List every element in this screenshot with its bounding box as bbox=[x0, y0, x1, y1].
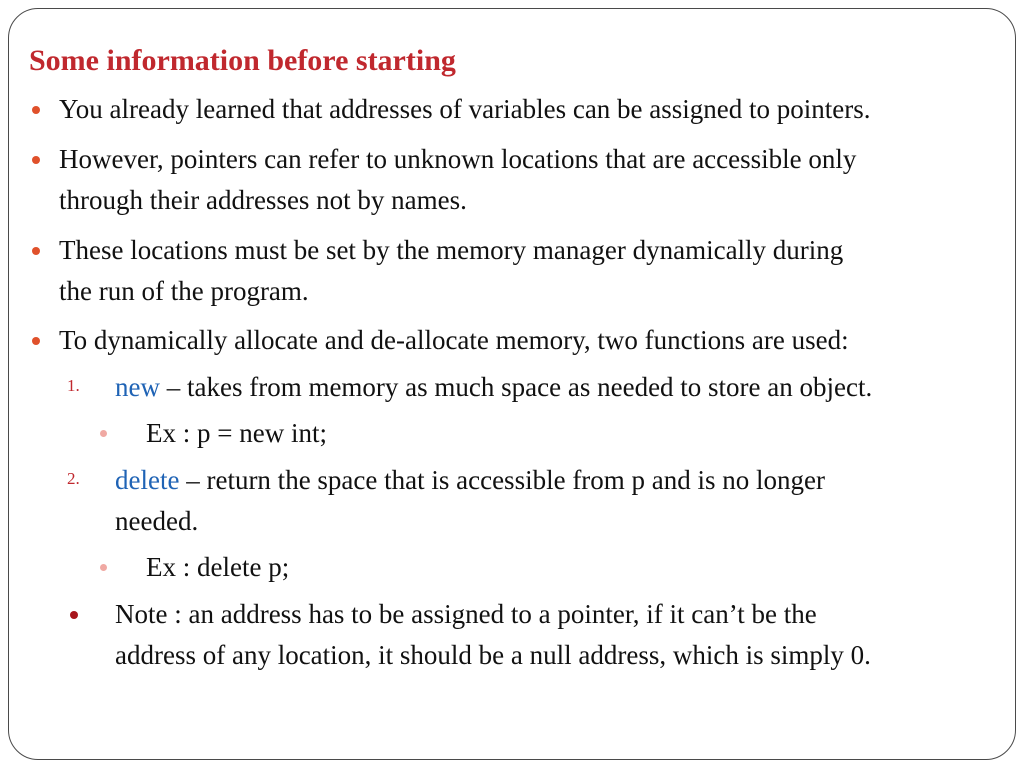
bullet-item bbox=[59, 230, 843, 312]
keyword-delete: delete bbox=[115, 465, 180, 495]
example-item bbox=[146, 413, 327, 454]
keyword-new: new bbox=[115, 372, 160, 402]
bullet-icon bbox=[32, 247, 40, 255]
bullet-text-line: These locations must be set by the memory manager dynamically during bbox=[59, 235, 844, 265]
numbered-item-text: – takes from memory as much space as needed to store an object. bbox=[159, 372, 873, 402]
numbered-item-text-line: needed. bbox=[115, 506, 199, 536]
slide-frame bbox=[8, 8, 1016, 760]
slide-title: Some information before starting bbox=[29, 44, 456, 77]
bullet-text-line: the run of the program. bbox=[59, 276, 309, 306]
example-text: Ex : delete p; bbox=[146, 552, 290, 582]
bullet-icon bbox=[32, 156, 40, 164]
bullet-text-line: through their addresses not by names. bbox=[59, 185, 467, 215]
sub-bullet-icon bbox=[100, 564, 107, 571]
bullet-icon bbox=[32, 337, 40, 345]
bullet-item bbox=[59, 320, 849, 361]
list-number: 1. bbox=[67, 376, 80, 395]
numbered-item-text: – return the space that is accessible from p and is no longer bbox=[179, 465, 826, 495]
bullet-item bbox=[59, 89, 871, 130]
bullet-text-line: However, pointers can refer to unknown locations that are accessible only bbox=[59, 144, 857, 174]
note-text-line: Note : an address has to be assigned to a pointer, if it can’t be the bbox=[115, 599, 817, 629]
note-item bbox=[115, 594, 871, 676]
example-text: Ex : p = new int; bbox=[146, 418, 327, 448]
note-bullet-icon bbox=[70, 611, 78, 619]
bullet-text: To dynamically allocate and de-allocate memory, two functions are used: bbox=[59, 325, 849, 355]
bullet-item bbox=[59, 139, 856, 221]
list-number: 2. bbox=[67, 469, 80, 488]
numbered-item bbox=[115, 367, 872, 408]
example-item bbox=[146, 547, 289, 588]
sub-bullet-icon bbox=[100, 430, 107, 437]
numbered-item bbox=[115, 460, 825, 542]
bullet-icon bbox=[32, 106, 40, 114]
bullet-text: You already learned that addresses of variables can be assigned to pointers. bbox=[59, 94, 871, 124]
note-text-line: address of any location, it should be a null address, which is simply 0. bbox=[115, 640, 871, 670]
